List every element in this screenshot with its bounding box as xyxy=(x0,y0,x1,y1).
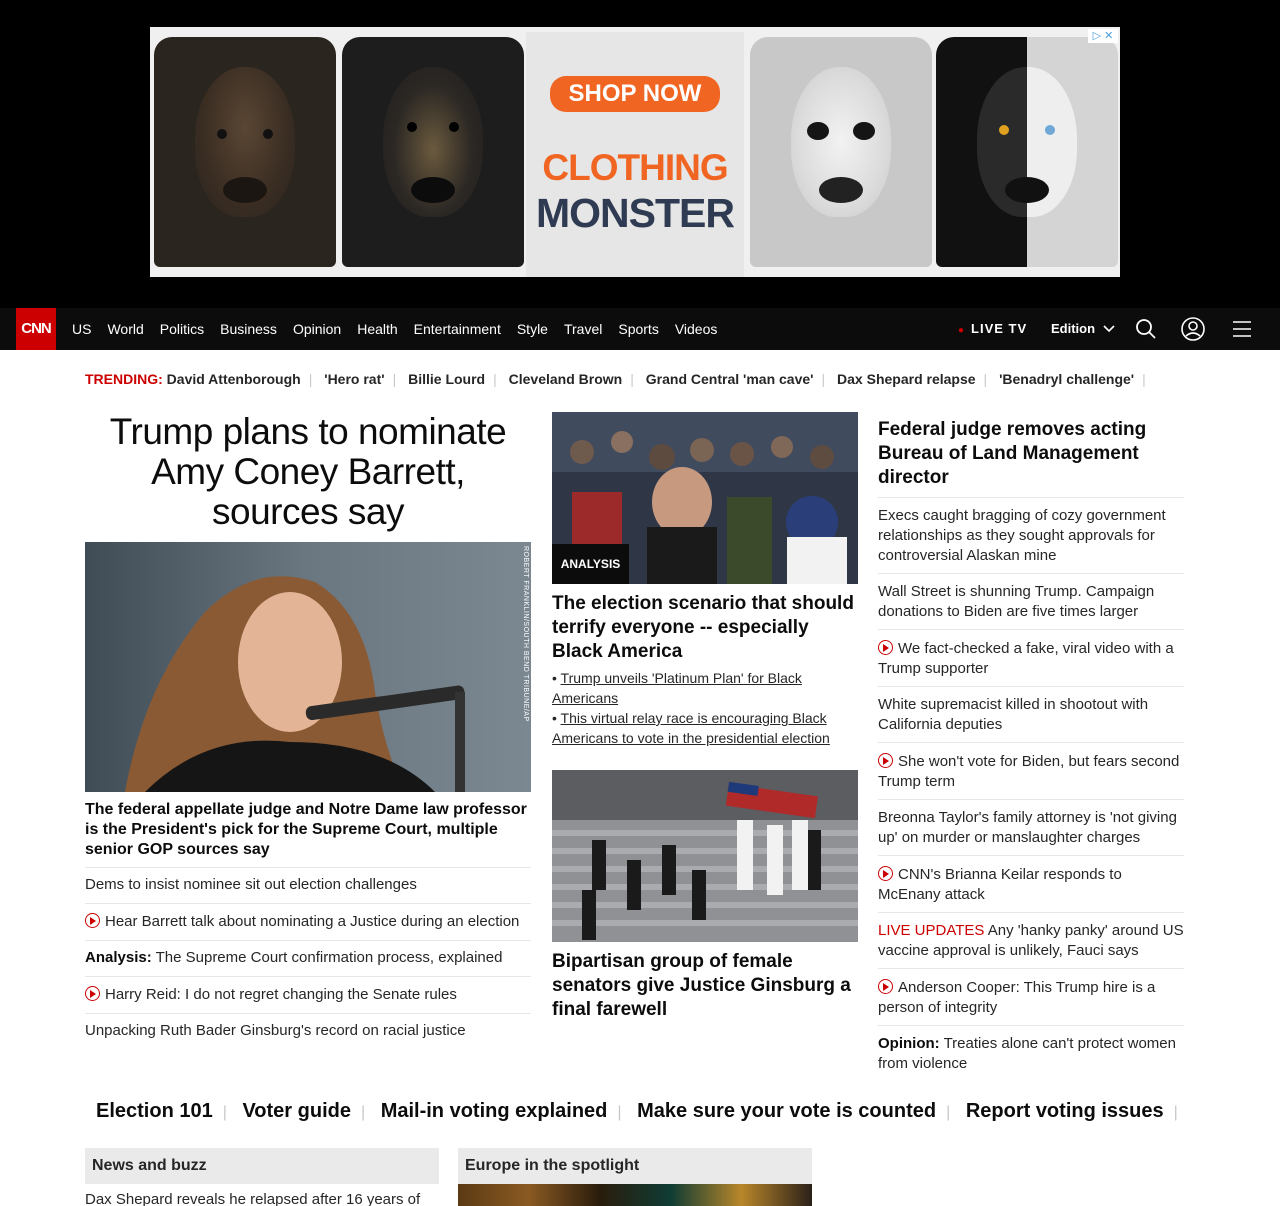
list-item-prefix: Opinion: xyxy=(878,1035,940,1052)
list-item-text: The Supreme Court confirmation process, explained xyxy=(155,949,503,966)
news-buzz-item[interactable]: Dax Shepard reveals he relapsed after 16 years of xyxy=(85,1191,421,1206)
section-header-news-buzz: News and buzz xyxy=(85,1148,439,1184)
list-item-text: Treaties alone can't protect women from violence xyxy=(878,1035,1176,1072)
list-item[interactable] xyxy=(85,867,531,903)
lead-headline[interactable]: Trump plans to nominate Amy Coney Barrett, sources say xyxy=(109,411,507,532)
right-headline[interactable]: Federal judge removes acting Bureau of Land Management director xyxy=(878,419,1147,488)
search-icon[interactable] xyxy=(1134,317,1158,341)
ad-shirt-bear[interactable] xyxy=(338,27,528,277)
cnn-logo[interactable]: CNN xyxy=(16,308,56,350)
nav-link-travel[interactable]: Travel xyxy=(563,321,603,337)
ad-banner-area xyxy=(0,0,1280,308)
list-item-text: She won't vote for Biden, but fears second Trump term xyxy=(878,753,1180,790)
center-headline-election[interactable]: The election scenario that should terrify everyone -- especially Black America xyxy=(552,593,854,662)
ad-center-panel[interactable] xyxy=(526,32,744,277)
list-item-text: Execs caught bragging of cozy government relationships as they sought approvals for controversial Alaskan mine xyxy=(878,507,1166,564)
chevron-down-icon xyxy=(1103,325,1115,333)
ad-clothing-monster[interactable] xyxy=(150,27,1120,277)
list-item-text: Anderson Cooper: This Trump hire is a person of integrity xyxy=(878,979,1156,1016)
nav-link-world[interactable]: World xyxy=(107,321,144,337)
europe-photo[interactable] xyxy=(458,1184,812,1206)
trending-item[interactable]: Dax Shepard relapse xyxy=(837,371,976,387)
election-link[interactable]: Report voting issues xyxy=(965,1100,1164,1122)
nav-link-opinion[interactable]: Opinion xyxy=(292,321,342,337)
list-item-text: Breonna Taylor's family attorney is 'not giving up' on murder or manslaughter charges xyxy=(878,809,1177,846)
edition-dropdown[interactable] xyxy=(1051,308,1115,350)
trending-item[interactable]: 'Hero rat' xyxy=(324,371,385,387)
play-video-icon xyxy=(878,753,893,768)
list-item[interactable] xyxy=(878,573,1184,629)
nav-link-entertainment[interactable]: Entertainment xyxy=(413,321,501,337)
trending-item[interactable]: 'Benadryl challenge' xyxy=(999,371,1135,387)
center-related-links xyxy=(552,668,858,748)
lead-photo-illustration xyxy=(85,542,531,792)
trending-bar: TRENDING: David Attenborough | 'Hero rat' | Billie Lourd | Cleveland Brown | Grand Central 'man cave' | Dax Shepard relapse | 'Benadryl challenge' | xyxy=(85,371,1146,387)
list-item[interactable] xyxy=(85,1013,531,1049)
list-item-text: Any 'hanky panky' around US vaccine approval is unlikely, Fauci says xyxy=(878,922,1184,959)
lead-photo-barrett[interactable] xyxy=(85,542,531,792)
main-nav xyxy=(0,308,1280,350)
center-photo-ginsburg-farewell[interactable] xyxy=(552,770,858,942)
list-item-text: Wall Street is shunning Trump. Campaign donations to Biden are five times larger xyxy=(878,583,1155,620)
ad-brand-line2: MONSTER xyxy=(536,190,734,236)
election-link[interactable]: Mail-in voting explained xyxy=(380,1100,608,1122)
photo-credit: ROBERT FRANKLIN/SOUTH BEND TRIBUNE/AP xyxy=(522,546,529,722)
list-item-text: Unpacking Ruth Bader Ginsburg's record on racial justice xyxy=(85,1022,466,1039)
list-item-text: Dems to insist nominee sit out election challenges xyxy=(85,876,417,893)
list-item[interactable] xyxy=(878,912,1184,968)
list-item[interactable] xyxy=(878,629,1184,686)
play-video-icon xyxy=(878,866,893,881)
nav-link-politics[interactable]: Politics xyxy=(159,321,205,337)
live-dot-icon: ● xyxy=(958,325,966,336)
lead-related-list xyxy=(85,867,531,1049)
list-item[interactable] xyxy=(878,799,1184,855)
nav-link-us[interactable]: US xyxy=(72,321,92,337)
live-tv-button[interactable] xyxy=(958,308,1027,352)
list-item[interactable] xyxy=(878,497,1184,573)
ad-shop-now-button[interactable]: SHOP NOW xyxy=(550,76,720,112)
list-item-text: Hear Barrett talk about nominating a Justice during an election xyxy=(105,913,520,930)
related-link[interactable]: This virtual relay race is encouraging Black Americans to vote in the presidential election xyxy=(552,710,830,746)
user-account-icon[interactable] xyxy=(1181,317,1205,341)
list-item-text: White supremacist killed in shootout with California deputies xyxy=(878,696,1149,733)
related-link[interactable]: Trump unveils 'Platinum Plan' for Black Americans xyxy=(552,670,802,706)
election-link[interactable]: Voter guide xyxy=(242,1100,351,1122)
hamburger-menu-icon[interactable] xyxy=(1230,317,1254,341)
list-item-text: We fact-checked a fake, viral video with a Trump supporter xyxy=(878,640,1174,677)
play-video-icon xyxy=(85,913,100,928)
capitol-steps-illustration xyxy=(552,770,858,942)
election-links-bar: Election 101 | Voter guide | Mail-in voting explained | Make sure your vote is counted | Report voting issues | xyxy=(96,1100,1178,1122)
bullet-item: • This virtual relay race is encouraging Black Americans to vote in the presidential election xyxy=(552,710,830,746)
trending-item[interactable]: David Attenborough xyxy=(166,371,301,387)
list-item-prefix: Analysis: xyxy=(85,949,152,966)
nav-link-style[interactable]: Style xyxy=(516,321,548,337)
ad-shirt-bison[interactable] xyxy=(150,27,340,277)
ad-brand-line1: CLOTHING xyxy=(542,147,728,188)
nav-link-videos[interactable]: Videos xyxy=(674,321,718,337)
play-video-icon xyxy=(878,979,893,994)
list-item[interactable] xyxy=(878,968,1184,1025)
analysis-badge: ANALYSIS xyxy=(552,544,629,584)
nav-link-sports[interactable]: Sports xyxy=(618,321,659,337)
live-tv-label: LIVE TV xyxy=(971,321,1028,336)
section-header-europe: Europe in the spotlight xyxy=(458,1148,812,1184)
trending-label: TRENDING: xyxy=(85,371,163,387)
nav-link-health[interactable]: Health xyxy=(357,321,398,337)
ad-shirt-wolf[interactable] xyxy=(934,27,1120,277)
list-item[interactable] xyxy=(878,855,1184,912)
right-news-list xyxy=(878,497,1184,1081)
election-link[interactable]: Make sure your vote is counted xyxy=(637,1100,937,1122)
trending-item[interactable]: Billie Lourd xyxy=(408,371,486,387)
live-updates-label: LIVE UPDATES xyxy=(878,922,985,939)
center-headline-ginsburg[interactable]: Bipartisan group of female senators give Justice Ginsburg a final farewell xyxy=(552,951,851,1020)
ad-shirt-panda[interactable] xyxy=(746,27,936,277)
bullet-item: • Trump unveils 'Platinum Plan' for Black Americans xyxy=(552,670,802,706)
list-item-text: Harry Reid: I do not regret changing the Senate rules xyxy=(105,986,457,1003)
play-video-icon xyxy=(85,986,100,1001)
play-video-icon xyxy=(878,640,893,655)
list-item[interactable] xyxy=(878,686,1184,742)
list-item[interactable] xyxy=(85,940,531,976)
nav-links xyxy=(72,308,733,350)
nav-link-business[interactable]: Business xyxy=(220,321,277,337)
adchoices-icon[interactable]: ▷ ✕ xyxy=(1088,29,1118,43)
lead-caption[interactable]: The federal appellate judge and Notre Dame law professor is the President's pick for the Supreme Court, multiple senior GOP sources say xyxy=(85,801,527,858)
list-item[interactable] xyxy=(878,1025,1184,1081)
trending-item[interactable]: Grand Central 'man cave' xyxy=(645,371,814,387)
list-item[interactable] xyxy=(85,903,531,940)
election-link[interactable]: Election 101 xyxy=(96,1100,213,1122)
edition-label: Edition xyxy=(1051,321,1096,336)
list-item[interactable] xyxy=(878,742,1184,799)
list-item-text: CNN's Brianna Keilar responds to McEnany attack xyxy=(878,866,1122,903)
trending-item[interactable]: Cleveland Brown xyxy=(508,371,623,387)
list-item[interactable] xyxy=(85,976,531,1013)
